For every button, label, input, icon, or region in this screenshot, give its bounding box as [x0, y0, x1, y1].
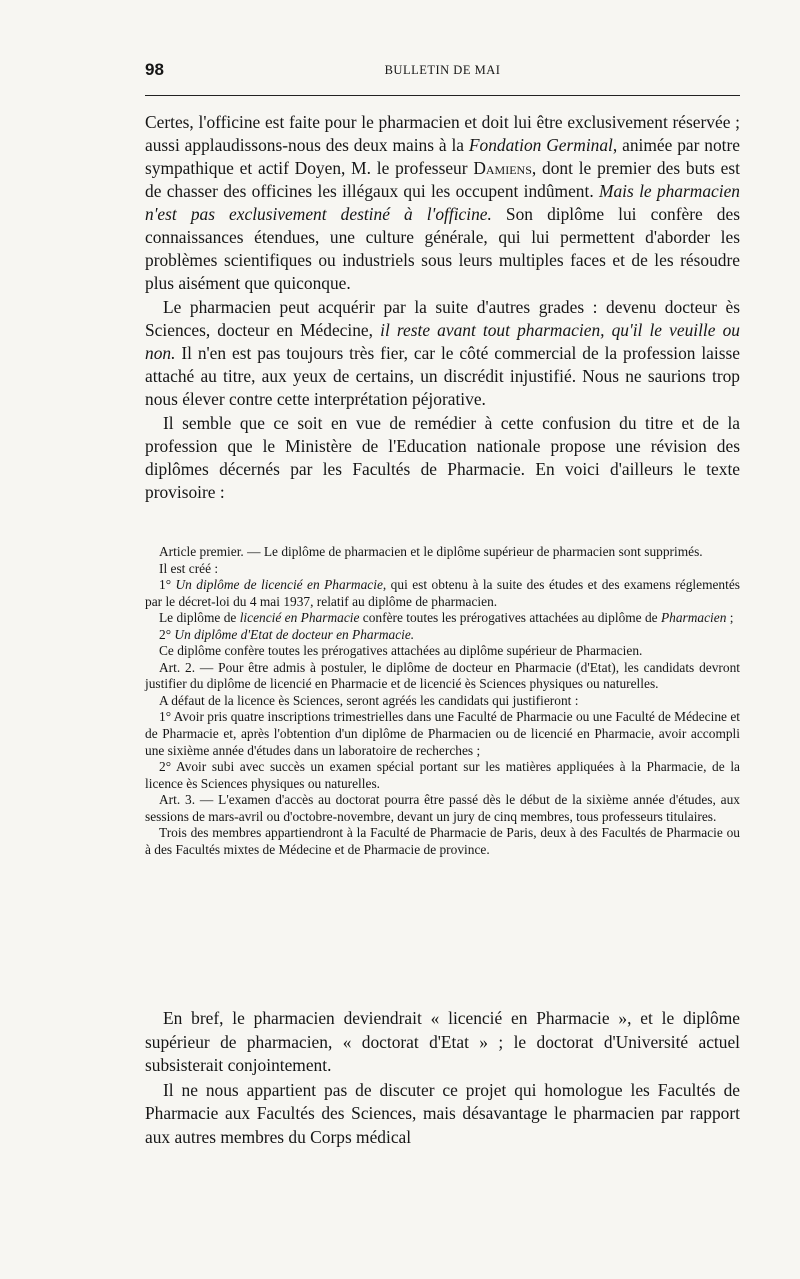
- decree-article-2: Art. 2. — Pour être admis à postuler, le diplôme de docteur en Pharmacie (d'Etat), les candidats devront justifier du diplôme de licencié en Pharmacie et de licencié ès Sciences physiques ou naturelles.: [145, 659, 740, 692]
- paragraph: Certes, l'officine est faite pour le pharmacien et doit lui être exclusivement réservée ; aussi applaudissons-nous des deux mains à la Fondation Germinal, animée par notre sympathique et actif Doyen, M. le professeur Damiens, dont le premier des buts est de chasser des officines les illégaux qui les occupent indûment. Mais le pharmacien n'est pas exclusivement destiné à l'officine. Son diplôme lui confère des connaissances étendues, une culture générale, qui lui permettent d'aborder les problèmes scientifiques ou industriels sous leurs multiples faces et de les résoudre plus aisément que quiconque.: [145, 112, 741, 293]
- decree-line: Ce diplôme confère toutes les prérogatives attachées au diplôme supérieur de Pharmacien.: [159, 643, 643, 659]
- decree-line: Trois des membres appartiendront à la Faculté de Pharmacie de Paris, deux à des Facultés de Pharmacie ou à des Facultés mixtes de Médecine et de Pharmacie de province.: [145, 825, 740, 857]
- page-header: [145, 60, 740, 90]
- page-number: 98: [145, 60, 164, 79]
- decree-article-1: Article premier. — Le diplôme de pharmacien et le diplôme supérieur de pharmacien sont supprimés.: [159, 544, 703, 559]
- paragraph: En bref, le pharmacien deviendrait « licencié en Pharmacie », et le diplôme supérieur de pharmacien, « doctorat d'Etat » ; le doctorat d'Université actuel subsisterait conjointement.: [145, 1008, 740, 1075]
- decree-condition-2: 2° Avoir subi avec succès un examen spécial portant sur les matières appliquées à la Pharmacie, de la licence ès Sciences physiques ou naturelles.: [145, 759, 740, 791]
- decree-line: Le diplôme de licencié en Pharmacie confère toutes les prérogatives attachées au diplôme de Pharmacien ;: [159, 610, 734, 626]
- header-rule: [145, 95, 740, 96]
- intro-text: [145, 111, 740, 504]
- decree-item-2: 2° Un diplôme d'Etat de docteur en Pharmacie.: [159, 626, 415, 642]
- paragraph: Il ne nous appartient pas de discuter ce projet qui homologue les Facultés de Pharmacie aux Facultés des Sciences, mais désavantage le pharmacien par rapport aux autres membres du Corps médical: [145, 1079, 740, 1147]
- decree-item-1: 1° Un diplôme de licencié en Pharmacie, qui est obtenu à la suite des études et des examens réglementés par le décret-loi du 4 mai 1937, relatif au diplôme de pharmacien.: [145, 577, 740, 609]
- decree-line: Il est créé :: [159, 560, 219, 576]
- decree-line: A défaut de la licence ès Sciences, seront agréés les candidats qui justifieront :: [159, 692, 579, 708]
- conclusion-text: [145, 1007, 740, 1149]
- decree-text: [145, 544, 740, 858]
- paragraph: Il semble que ce soit en vue de remédier à cette confusion du titre et de la profession que le Ministère de l'Education nationale propose une révision des diplômes décernés par les Facultés de Pharmacie. En voici d'ailleurs le texte provisoire :: [145, 413, 740, 502]
- paragraph: Le pharmacien peut acquérir par la suite d'autres grades : devenu docteur ès Sciences, docteur en Médecine, il reste avant tout pharmacien, qu'il le veuille ou non. Il n'en est pas toujours très fier, car le côté commercial de la profession laisse attaché au titre, aux yeux de certains, un discrédit injustifié. Nous ne saurions trop nous élever contre cette interprétation péjorative.: [145, 297, 740, 409]
- decree-condition-1: 1° Avoir pris quatre inscriptions trimestrielles dans une Faculté de Pharmacie ou une Faculté de Médecine et de Pharmacie et, après l'obtention d'un diplôme de Pharmacien ou de licencié en Pharmacie, avoir accompli une sixième année d'études dans un laboratoire de recherches ;: [145, 709, 740, 758]
- running-title: BULLETIN DE MAI: [384, 63, 501, 77]
- decree-article-3: Art. 3. — L'examen d'accès au doctorat pourra être passé dès le début de la sixième année d'études, aux sessions de mars-avril ou d'octobre-novembre, devant un jury de cinq membres, tous professeurs titulaires.: [145, 792, 740, 824]
